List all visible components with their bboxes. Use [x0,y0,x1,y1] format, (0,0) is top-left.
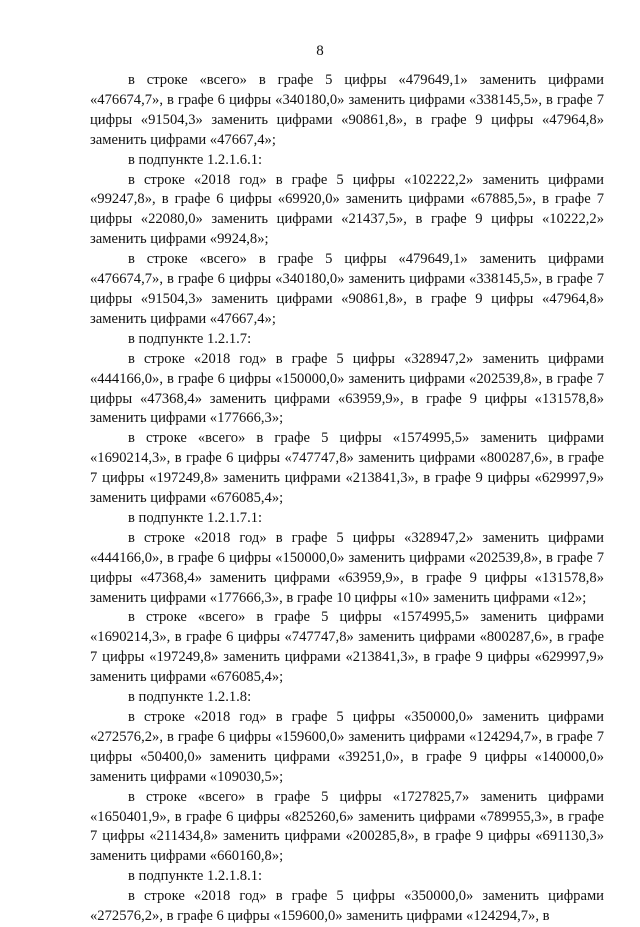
subclause-heading: в подпункте 1.2.1.7: [128,330,252,347]
subclause-heading: в подпункте 1.2.1.6.1: [128,151,263,168]
paragraph: в строке «2018 год» в графе 5 цифры «328947,2» заменить цифрами «444166,0», в графе 6 цифры «150000,0» заменить цифрами «202539,8», в графе 7 цифры «47368,4» заменить цифрами «63959,9», в графе 9 цифры «131578,8» заменить цифрами «177666,3»; [90,350,604,427]
subclause-heading: в подпункте 1.2.1.8: [128,689,252,706]
paragraph: в строке «всего» в графе 5 цифры «479649,1» заменить цифрами «476674,7», в графе 6 цифры «340180,0» заменить цифрами «338145,5», в графе 7 цифры «91504,3» заменить цифрами «90861,8», в графе 9 цифры «47964,8» заменить цифрами «47667,4»; [90,251,604,327]
paragraph: в строке «всего» в графе 5 цифры «1574995,5» заменить цифрами «1690214,3», в графе 6 цифры «747747,8» заменить цифрами «800287,6», в графе 7 цифры «197249,8» заменить цифрами «213841,3», в графе 9 цифры «629997,9» заменить цифрами «676085,4»; [90,609,604,686]
paragraph: в строке «2018 год» в графе 5 цифры «328947,2» заменить цифрами «444166,0», в графе 6 цифры «150000,0» заменить цифрами «202539,8», в графе 7 цифры «47368,4» заменить цифрами «63959,9», в графе 9 цифры «131578,8» заменить цифрами «177666,3», в графе 10 цифры «10» заменить цифрами «12»; [90,529,604,606]
document-body [90,71,604,927]
paragraph: в строке «2018 год» в графе 5 цифры «350000,0» заменить цифрами «272576,2», в графе 6 цифры «159600,0» заменить цифрами «124294,7», в графе 7 цифры «50400,0» заменить цифрами «39251,0», в графе 9 цифры «140000,0» заменить цифрами «109030,5»; [90,709,604,785]
page-number: 8 [316,43,324,59]
paragraph: в строке «всего» в графе 5 цифры «479649,1» заменить цифрами «476674,7», в графе 6 цифры «340180,0» заменить цифрами «338145,5», в графе 7 цифры «91504,3» заменить цифрами «90861,8», в графе 9 цифры «47964,8» заменить цифрами «47667,4»; [90,72,604,148]
paragraph: в строке «всего» в графе 5 цифры «1727825,7» заменить цифрами «1650401,9», в графе 6 цифры «825260,6» заменить цифрами «789955,3», в графе 7 цифры «211434,8» заменить цифрами «200285,8», в графе 9 цифры «691130,3» заменить цифрами «660160,8»; [90,788,604,865]
subclause-heading: в подпункте 1.2.1.7.1: [128,509,263,526]
paragraph: в строке «2018 год» в графе 5 цифры «350000,0» заменить цифрами «272576,2», в графе 6 цифры «159600,0» заменить цифрами «124294,7», в [90,888,604,925]
paragraph: в строке «всего» в графе 5 цифры «1574995,5» заменить цифрами «1690214,3», в графе 6 цифры «747747,8» заменить цифрами «800287,6», в графе 7 цифры «197249,8» заменить цифрами «213841,3», в графе 9 цифры «629997,9» заменить цифрами «676085,4»; [90,430,604,507]
subclause-heading: в подпункте 1.2.1.8.1: [128,868,263,885]
paragraph: в строке «2018 год» в графе 5 цифры «102222,2» заменить цифрами «99247,8», в графе 6 цифры «69920,0» заменить цифрами «67885,5», в графе 7 цифры «22080,0» заменить цифрами «21437,5», в графе 9 цифры «10222,2» заменить цифрами «9924,8»; [90,171,604,248]
